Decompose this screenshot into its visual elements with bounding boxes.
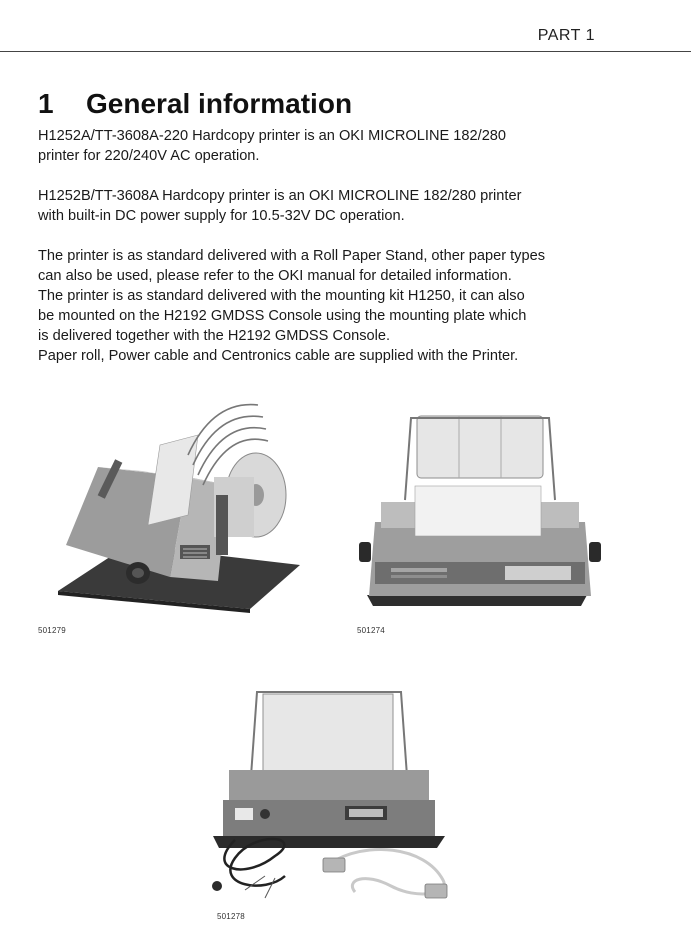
figure-caption-501278: 501278 [217,912,245,921]
paragraph-line: The printer is as standard delivered with the mounting kit H1250, it can also [38,288,525,304]
paragraph-line: Paper roll, Power cable and Centronics cable are supplied with the Printer. [38,348,519,364]
header-part-label: PART 1 [537,27,595,44]
printer-front-view-photo [355,410,605,615]
paragraph-line: be mounted on the H2192 GMDSS Console using the mounting plate which [38,308,527,324]
figure-caption-501274: 501274 [357,626,385,635]
paragraph-line: H1252B/TT-3608A Hardcopy printer is an OKI MICROLINE 182/280 printer [38,188,522,204]
printer-rear-view-with-cables-photo [205,680,455,908]
paragraph-line: with built-in DC power supply for 10.5-32V DC operation. [38,208,405,224]
paragraph-2 [38,186,598,226]
paragraph-line: The printer is as standard delivered with a Roll Paper Stand, other paper types [38,248,546,264]
paragraph-line: H1252A/TT-3608A-220 Hardcopy printer is an OKI MICROLINE 182/280 [38,128,507,144]
paragraph-3 [38,246,598,366]
paragraph-line: printer for 220/240V AC operation. [38,148,260,164]
paragraph-line: can also be used, please refer to the OKI manual for detailed information. [38,268,512,284]
section-number: 1 [38,88,54,119]
figure-caption-501279: 501279 [38,626,66,635]
section-title-text: General information [86,88,353,119]
section-title [38,88,352,120]
printer-side-view-photo [38,395,308,615]
paragraph-1 [38,126,598,166]
header-rule [0,51,691,52]
paragraph-line: is delivered together with the H2192 GMDSS Console. [38,328,391,344]
